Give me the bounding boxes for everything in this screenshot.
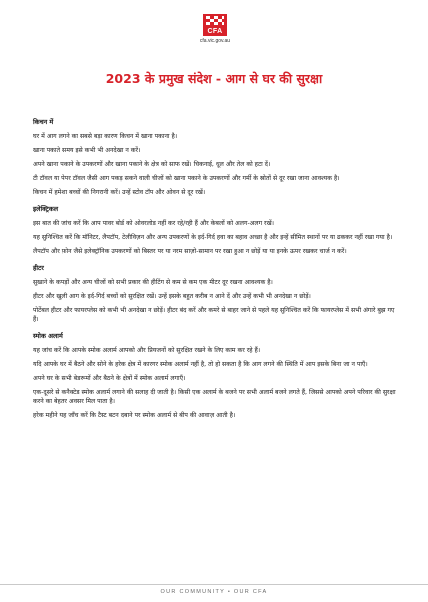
paragraph: टी टॉवल या पेपर टॉवल जैसी आग पकड़ सकने वाली चीजों को खाना पकाने के उपकरणों और गर्मी के स्रोतों से दूर रखा जाना आवश्यक है।: [33, 175, 340, 182]
paragraph: यह जांच करें कि आपके स्मोक अलार्म आपको और प्रियजनों को सुरक्षित रखने के लिए काम कर रहे हैं।: [33, 347, 261, 354]
paragraph: अपने खाना पकाने के उपकरणों और खाना पकाने के क्षेत्र को साफ रखें। चिकनाई, धूल और तेल को हटा दें।: [33, 161, 271, 168]
paragraph: इस बात की जांच करें कि आप पावर बोर्ड को ओवरलोड नहीं कर रहे/रही हैं और केबलों को अलग-अलग रखें।: [33, 220, 274, 227]
paragraph: यदि आपके घर में बैठने और सोने के हरेक क्षेत्र में कारगर स्मोक अलार्म नहीं है, तो हो सकता है कि आग लगने की स्थिति में आप इसके बिना जा न पाएँ।: [33, 361, 368, 368]
document-body: [33, 118, 398, 425]
page-title: 2023 के प्रमुख संदेश - आग से घर की सुरक्षा: [105, 71, 323, 86]
paragraph: एक-दूसरे से कनैक्टेड स्मोक अलार्म लगाने की सलाह दी जाती है। किसी एक अलार्म के बजने पर सभी अलार्म बजने लगते हैं, जिससे आपको अपने परिवार की सुरक्षा करने का बेहतर अवसर मिल पाता है।: [33, 389, 396, 405]
section-heading-electrical: इलेक्ट्रिकल: [33, 205, 59, 213]
footer-tagline: OUR COMMUNITY • OUR CFA: [160, 589, 268, 595]
paragraph: खाना पकाते समय इसे कभी भी अनदेखा न करें।: [33, 147, 141, 154]
paragraph: हरेक महीने यह जाँच करें कि टैस्ट बटन दबाने पर स्मोक अलार्म से बीप की आवाज़ आती है।: [33, 412, 236, 419]
paragraph: अपने घर के सभी बेडरूमों और बैठने के क्षेत्रों में स्मोक अलार्म लगाएँ।: [33, 375, 186, 382]
website-url: cfa.vic.gov.au: [199, 38, 231, 44]
checker-pattern-icon: [206, 16, 224, 27]
page-header: [0, 0, 428, 58]
paragraph: किचन में हमेशा बच्चों की निगरानी करें। उन्हें स्टोव टॉप और ओवन से दूर रखें।: [33, 189, 206, 196]
section-heading-smoke-alarms: स्मोक अलार्म: [33, 332, 63, 340]
cfa-logo-badge: [203, 14, 227, 36]
paragraph: पोर्टेबल हीटर और फायरप्लेस को कभी भी अनदेखा न छोड़ें। हीटर बंद करें और कमरे से बाहर जाने से पहले यह सुनिश्चित करें कि फायरप्लेस में सभी अंगारे बुझ गए हैं।: [33, 307, 395, 323]
paragraph: घर में आग लगने का सबसे बड़ा कारण किचन में खाना पकाना है।: [33, 133, 178, 140]
paragraph: लैपटॉप और फ़ोन जैसे इलेक्ट्रॉनिक उपकरणों को बिस्तर पर या नरम साज़ो-सामान पर रखा हुआ न छोड़ें या या इनके ऊपर रखकर चार्ज न करें।: [33, 248, 347, 255]
logo-text: CFA: [207, 28, 223, 35]
paragraph: सुखाने के कपड़ों और अन्य चीजों को सभी प्रकार की हीटिंग से कम से कम एक मीटर दूर रखना आवश्यक है।: [33, 279, 273, 286]
paragraph: यह सुनिश्चित करें कि मॉनिटर, लैपटॉप, टेलीविज़न और अन्य उपकरणों के इर्द-गिर्द हवा का बहाव अच्छा है और इन्हें सीमित स्थानों पर या ढककर नहीं रखा गया है।: [33, 234, 393, 241]
footer-divider: [0, 584, 428, 585]
cfa-logo: [193, 14, 237, 44]
section-heading-kitchen: किचन में: [33, 118, 54, 126]
section-heading-heaters: हीटर: [33, 264, 44, 272]
paragraph: हीटर और खुली आग के इर्द-गिर्द बच्चों को सुरक्षित रखें। उन्हें इसके बहुत करीब न आने दें और उन्हें कभी भी अनदेखा न छोड़ें।: [33, 293, 311, 300]
